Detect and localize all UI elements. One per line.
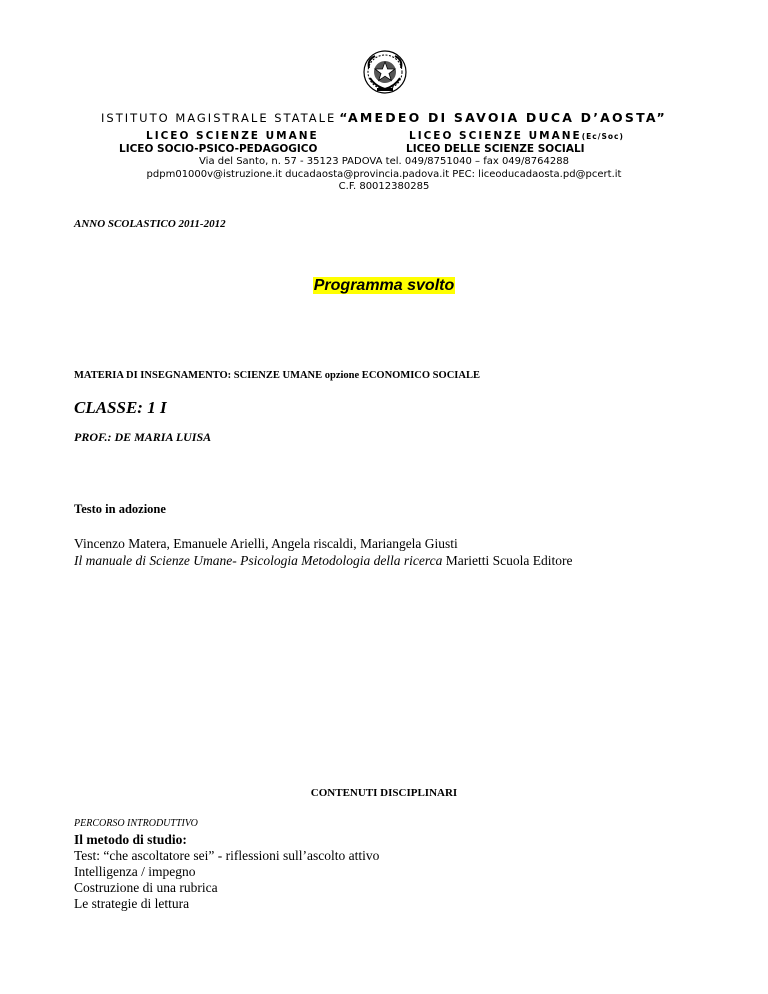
textbook-heading: Testo in adozione bbox=[74, 502, 166, 516]
intro-path-label: PERCORSO INTRODUTTIVO bbox=[74, 818, 198, 829]
school-address: Via del Santo, n. 57 - 35123 PADOVA tel. 049/8751040 – fax 049/8764288 bbox=[199, 156, 569, 167]
liceo-left-2: LICEO SOCIO-PSICO-PEDAGOGICO bbox=[119, 143, 318, 155]
study-method-title: Il metodo di studio: bbox=[74, 832, 187, 847]
list-item: Le strategie di lettura bbox=[74, 896, 190, 911]
class-line: CLASSE: 1 I bbox=[74, 398, 167, 417]
liceo-right-1-suffix: (Ec/Soc) bbox=[581, 132, 624, 141]
contents-heading: CONTENUTI DISCIPLINARI bbox=[310, 787, 458, 799]
liceo-right-1 bbox=[409, 130, 624, 142]
institute-heading bbox=[0, 110, 768, 125]
textbook-authors: Vincenzo Matera, Emanuele Arielli, Angela riscaldi, Mariangela Giusti bbox=[74, 536, 458, 551]
textbook-title: Il manuale di Scienze Umane- Psicologia Metodologia della ricerca bbox=[74, 553, 443, 568]
school-year: ANNO SCOLASTICO 2011-2012 bbox=[74, 218, 226, 230]
liceo-right-2: LICEO DELLE SCIENZE SOCIALI bbox=[406, 143, 585, 155]
list-item: Intelligenza / impegno bbox=[74, 864, 196, 879]
italian-republic-emblem-icon bbox=[361, 48, 409, 96]
liceo-right-1-label: LICEO SCIENZE UMANE bbox=[409, 130, 582, 142]
institute-prefix: ISTITUTO MAGISTRALE STATALE bbox=[101, 111, 337, 125]
textbook-publisher: Marietti Scuola Editore bbox=[442, 553, 573, 568]
program-title-wrap bbox=[0, 277, 768, 295]
list-item: Test: “che ascoltatore sei” - riflessioni sull’ascolto attivo bbox=[74, 848, 380, 863]
subject-line: MATERIA DI INSEGNAMENTO: SCIENZE UMANE opzione ECONOMICO SOCIALE bbox=[74, 370, 480, 381]
school-emails: pdpm01000v@istruzione.it ducadaosta@provincia.padova.it PEC: liceoducadaosta.pd@pcert.it bbox=[146, 169, 622, 180]
textbook-title-line bbox=[74, 553, 573, 569]
liceo-left-1: LICEO SCIENZE UMANE bbox=[146, 130, 319, 142]
school-fiscal-code: C.F. 80012380285 bbox=[338, 181, 430, 192]
program-title: Programma svolto bbox=[313, 277, 455, 294]
list-item: Costruzione di una rubrica bbox=[74, 880, 218, 895]
teacher-line: PROF.: DE MARIA LUISA bbox=[74, 430, 212, 444]
institute-name: “AMEDEO DI SAVOIA DUCA D’AOSTA” bbox=[339, 110, 667, 125]
